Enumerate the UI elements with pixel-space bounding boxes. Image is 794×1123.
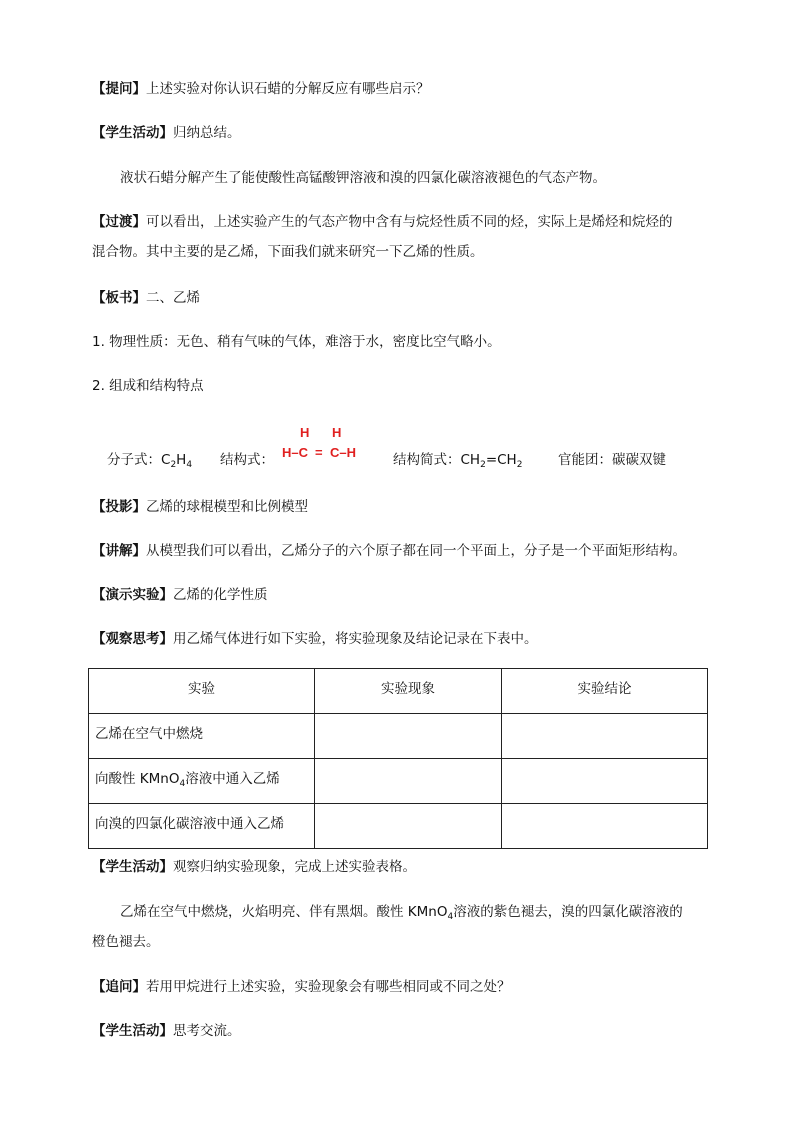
molecular-mid: H [176, 452, 187, 468]
demo-text: 乙烯的化学性质 [173, 587, 268, 603]
transition-text-2: 混合物。其中主要的是乙烯，下面我们就来研究一下乙烯的性质。 [92, 244, 484, 260]
line-demo [92, 585, 268, 605]
simple-sub-2: 2 [516, 460, 523, 470]
table-cell-conclusion[interactable] [502, 759, 708, 804]
molecular-formula [107, 450, 192, 475]
paragraph-2-cont: 橙色褪去。 [92, 934, 160, 950]
line-question-1 [92, 79, 430, 99]
table-cell-phenomenon[interactable] [315, 759, 502, 804]
formula-h-top-right: H [332, 425, 342, 440]
line-explain [92, 541, 686, 561]
activity-text: 思考交流。 [173, 1023, 241, 1039]
line-projection [92, 497, 308, 517]
line-followup [92, 977, 511, 997]
tag-transition: 【过渡】 [92, 214, 146, 230]
table-header: 实验结论 [502, 669, 708, 714]
molecular-sub-1: 2 [170, 460, 177, 470]
tag-projection: 【投影】 [92, 499, 146, 515]
paragraph-2 [120, 902, 683, 927]
simple-label: 结构简式：CH [393, 452, 481, 468]
cell-text-post: 溶液中通入乙烯 [185, 771, 280, 787]
table-row [89, 759, 708, 804]
observe-text: 用乙烯气体进行如下实验，将实验现象及结论记录在下表中。 [173, 631, 538, 647]
explain-text: 从模型我们可以看出，乙烯分子的六个原子都在同一个平面上，分子是一个平面矩形结构。 [146, 543, 686, 559]
paragraph-1: 液状石蜡分解产生了能使酸性高锰酸钾溶液和溴的四氯化碳溶液褪色的气态产物。 [120, 170, 606, 186]
structural-label: 结构式： [220, 452, 274, 468]
tag-activity: 【学生活动】 [92, 1023, 173, 1039]
tag-demo: 【演示实验】 [92, 587, 173, 603]
table-row [89, 804, 708, 849]
line-activity-3 [92, 1021, 241, 1041]
para2-text-1: 乙烯在空气中燃烧，火焰明亮、伴有黑烟。酸性 KMnO [120, 904, 448, 920]
formula-h-top-left: H [300, 425, 310, 440]
simple-mid: =CH [485, 452, 517, 468]
table-cell-experiment: 乙烯在空气中燃烧 [89, 714, 315, 759]
table-row [89, 714, 708, 759]
line-activity-1 [92, 123, 241, 143]
tag-followup: 【追问】 [92, 979, 146, 995]
item-physical-properties: 1. 物理性质：无色、稍有气味的气体，难溶于水，密度比空气略小。 [92, 334, 501, 350]
followup-text: 若用甲烷进行上述实验，实验现象会有哪些相同或不同之处？ [146, 979, 511, 995]
experiment-table [88, 668, 708, 849]
cell-text-pre: 向酸性 KMnO [95, 771, 180, 787]
tag-activity: 【学生活动】 [92, 859, 173, 875]
tag-observe: 【观察思考】 [92, 631, 173, 647]
line-transition [92, 212, 673, 232]
table-cell-conclusion[interactable] [502, 714, 708, 759]
table-cell-phenomenon[interactable] [315, 714, 502, 759]
activity-text: 观察归纳实验现象，完成上述实验表格。 [173, 859, 416, 875]
board-text: 二、乙烯 [146, 290, 200, 306]
question-text: 上述实验对你认识石蜡的分解反应有哪些启示？ [146, 81, 430, 97]
functional-group: 官能团：碳碳双键 [558, 452, 666, 468]
molecular-sub-2: 4 [186, 460, 193, 470]
simple-formula [393, 450, 522, 475]
table-cell-experiment [89, 759, 315, 804]
line-board [92, 288, 200, 308]
table-header: 实验现象 [315, 669, 502, 714]
table-cell-experiment: 向溴的四氯化碳溶液中通入乙烯 [89, 804, 315, 849]
activity-text: 归纳总结。 [173, 125, 241, 141]
projection-text: 乙烯的球棍模型和比例模型 [146, 499, 308, 515]
table-header: 实验 [89, 669, 315, 714]
formula-right: C–H [330, 445, 357, 460]
formula-double-bond: = [315, 445, 323, 460]
formula-left: H–C [282, 445, 309, 460]
line-activity-2 [92, 857, 416, 877]
table-cell-conclusion[interactable] [502, 804, 708, 849]
tag-activity: 【学生活动】 [92, 125, 173, 141]
tag-board: 【板书】 [92, 290, 146, 306]
tag-explain: 【讲解】 [92, 543, 146, 559]
line-observe [92, 629, 538, 649]
table-header-row [89, 669, 708, 714]
para2-text-2: 溶液的紫色褪去，溴的四氯化碳溶液的 [453, 904, 683, 920]
molecular-label: 分子式：C [107, 452, 171, 468]
para2-sub: 4 [447, 912, 454, 922]
item-composition: 2. 组成和结构特点 [92, 378, 204, 394]
tag-question: 【提问】 [92, 81, 146, 97]
table-cell-phenomenon[interactable] [315, 804, 502, 849]
simple-sub-1: 2 [480, 460, 486, 470]
transition-text-1: 可以看出，上述实验产生的气态产物中含有与烷烃性质不同的烃，实际上是烯烃和烷烃的 [146, 214, 673, 230]
cell-text-sub: 4 [179, 779, 186, 789]
structural-formula [280, 425, 370, 465]
